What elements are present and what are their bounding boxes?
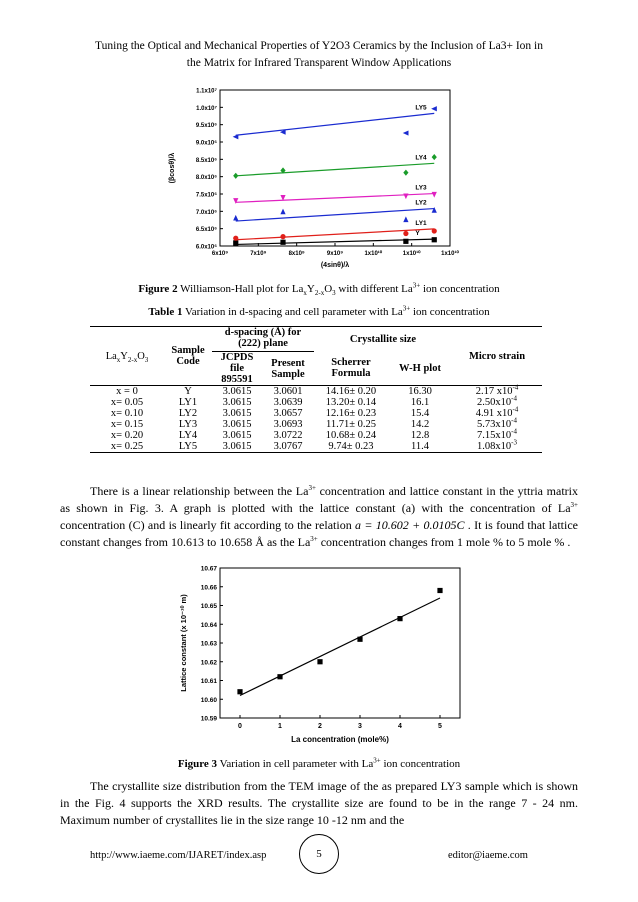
- cell-wh: 16.1: [410, 397, 430, 408]
- x-tick-label: 6x10⁹: [211, 251, 229, 257]
- cell-scherrer: 12.16± 0.23: [325, 408, 377, 419]
- figure-2-caption: [0, 281, 638, 298]
- table-1-label: Table 1: [148, 306, 183, 318]
- figure-2-text: Williamson-Hall plot for La: [180, 283, 304, 295]
- cell-sample-code: LY4: [178, 430, 198, 441]
- y-tick-label: 7.0x10⁶: [195, 209, 217, 216]
- figure-2-y: Y: [306, 283, 315, 295]
- cell-micro-strain: 2.17 $x10^{-4}$: [475, 383, 519, 397]
- cell-present: 3.0722: [273, 430, 303, 441]
- cell-scherrer: 9.74± 0.23: [328, 441, 374, 452]
- fit-line-ly5: [236, 113, 434, 135]
- x-tick-label: 1x10¹⁰: [441, 251, 459, 257]
- footer-email[interactable]: editor@iaeme.com: [448, 850, 528, 861]
- figure-2-sub-3: 3: [332, 289, 336, 298]
- williamson-hall-plot: [160, 84, 460, 274]
- figure-2-o: O: [324, 283, 333, 295]
- header-line-1: Tuning the Optical and Mechanical Properties of Y2O3 Ceramics by the Inclusion of La3+ Ion in: [95, 40, 543, 52]
- header-scherrer: Scherrer Formula: [331, 357, 371, 380]
- cell-sample-code: LY5: [178, 441, 198, 452]
- point-ly3: [432, 192, 437, 198]
- y-tick-label: 10.60: [200, 696, 217, 704]
- legend-label-ly2: LY2: [415, 199, 427, 207]
- x-axis-label: La concentration (mole%): [291, 735, 389, 744]
- point-ly3: [403, 193, 408, 199]
- cell-scherrer: 13.20± 0.14: [325, 397, 377, 408]
- y-tick-label: 10.67: [200, 565, 217, 573]
- footer-url[interactable]: http://www.iaeme.com/IJARET/index.asp: [90, 850, 267, 861]
- point-ly2: [403, 216, 408, 222]
- legend-label-y: Y: [415, 230, 420, 238]
- x-axis-label: (4sinθ)/λ: [320, 262, 350, 269]
- cell-micro-strain: 4.91 $x10^{-4}$: [475, 405, 519, 419]
- data-point: [277, 674, 282, 679]
- y-tick-label: 9.5x10⁶: [195, 123, 217, 130]
- legend-label-ly3: LY3: [415, 184, 427, 192]
- table-row: [90, 386, 542, 398]
- point-ly2: [280, 209, 285, 215]
- y-tick-label: 1.0x10⁷: [196, 105, 217, 112]
- point-ly1: [432, 228, 437, 233]
- cell-present: 3.0657: [273, 408, 303, 419]
- x-tick-label: 8x10⁹: [288, 251, 305, 257]
- cell-jcpds: 3.0615: [222, 386, 252, 397]
- figure-3-end: ion concentration: [383, 758, 461, 770]
- point-y: [432, 237, 437, 242]
- header-jcpds: JCPDS file 895591: [220, 352, 254, 385]
- y-tick-label: 10.59: [200, 715, 217, 723]
- fit-line: [240, 598, 440, 696]
- y-tick-label: 7.5x10⁶: [195, 192, 217, 199]
- point-ly4: [432, 154, 437, 160]
- legend-label-ly4: LY4: [415, 154, 427, 162]
- cell-sample-code: LY1: [178, 397, 198, 408]
- x-tick-label: 2: [318, 723, 322, 730]
- y-tick-label: 10.63: [200, 640, 217, 648]
- cell-micro-strain: $5.73x10^{-4}$: [477, 416, 517, 430]
- point-y: [403, 239, 408, 244]
- y-tick-label: 9.0x10⁶: [195, 140, 217, 147]
- y-tick-label: 8.0x10⁶: [195, 175, 217, 182]
- point-ly5: [403, 130, 409, 135]
- cell-jcpds: 3.0615: [222, 419, 252, 430]
- y-tick-label: 10.65: [200, 603, 217, 610]
- y-tick-label: 10.64: [200, 621, 217, 629]
- cell-composition: x= 0.05: [110, 397, 144, 408]
- cell-composition: x= 0.20: [110, 430, 144, 441]
- cell-jcpds: 3.0615: [222, 441, 252, 452]
- figure-2-sub-2x: 2-x: [314, 289, 325, 298]
- table-1-sup: 3+: [402, 304, 411, 313]
- table-1-caption: [0, 306, 638, 318]
- cell-composition: x= 0.10: [110, 408, 144, 419]
- header-d-spacing: d-spacing (Å) for (222) plane: [212, 327, 314, 352]
- cell-micro-strain: $2.50x10^{-4}$: [477, 394, 517, 408]
- plot-frame: [220, 568, 460, 718]
- legend-label-ly1: LY1: [415, 219, 427, 227]
- y-tick-label: 6.5x10⁶: [195, 227, 217, 234]
- x-tick-label: 1: [278, 723, 282, 730]
- point-ly4: [403, 170, 408, 176]
- x-tick-label: 7x10⁹: [250, 251, 267, 257]
- table-row: [90, 430, 542, 441]
- cell-sample-code: LY2: [178, 408, 198, 419]
- cell-present: 3.0767: [273, 441, 303, 452]
- y-axis-label: Lattice constant (x 10⁻¹⁰ m): [179, 594, 188, 692]
- cell-wh: 16.30: [408, 386, 432, 397]
- figure-2-sub-x: x: [303, 289, 307, 298]
- x-tick-label: 1x10¹⁰: [364, 251, 383, 257]
- legend-label-ly5: LY5: [415, 104, 427, 112]
- figure-2-sup: 3+: [412, 281, 421, 290]
- y-axis-label: (βcosθ)/λ: [169, 152, 176, 184]
- table-row: [90, 419, 542, 430]
- point-ly1: [280, 234, 285, 239]
- figure-3-caption: [0, 758, 638, 770]
- x-tick-label: 5: [438, 723, 442, 730]
- point-y: [233, 240, 238, 245]
- figure-2-label: Figure 2: [138, 283, 178, 295]
- point-y: [280, 240, 285, 245]
- x-tick-label: 1x10¹⁰: [402, 251, 421, 257]
- cell-present: 3.0693: [273, 419, 303, 430]
- table-row: [90, 397, 542, 408]
- cell-micro-strain: $7.15x10^{-4}$: [477, 427, 517, 441]
- x-tick-label: 4: [398, 723, 402, 730]
- cell-micro-strain: $1.08x10^{-3}$: [477, 438, 517, 452]
- data-point: [397, 616, 402, 621]
- x-tick-label: 9x10⁹: [326, 251, 344, 257]
- paragraph-1: There is a linear relationship between the $La^{3+}$ concentration and lattice constant in the yttria matrix as shown in Fig. 3. A graph is plotted with the lattice constant (a) with the concentration of $La^{3+}$ concentration (C) and is linearly fit according to the relation a = 10.602 + 0.0105C . It is found that lattice constant changes from 10.613 to 10.658 Å as the $La^{3+}$ concentration changes from 1 mole % to 5 mole % .: [60, 484, 579, 549]
- y-tick-label: 1.1x10⁷: [196, 88, 217, 95]
- table-row: [90, 408, 542, 419]
- header-composition: $La_xY_{2-x}O_3$: [105, 350, 149, 364]
- table-1-end: ion concentration: [413, 306, 490, 318]
- cell-wh: 12.8: [410, 430, 430, 441]
- cell-wh: 15.4: [410, 408, 430, 419]
- cell-wh: 11.4: [411, 441, 429, 452]
- y-tick-label: 6.0x10⁶: [195, 244, 217, 251]
- running-header: [60, 38, 578, 72]
- point-ly5: [233, 134, 239, 139]
- cell-present: 3.0601: [273, 386, 303, 397]
- figure-3-label: Figure 3: [177, 758, 218, 770]
- point-ly3: [233, 198, 238, 204]
- figure-2-tail: with different La: [338, 283, 413, 295]
- fit-line-ly2: [236, 209, 434, 221]
- point-ly1: [233, 236, 238, 241]
- cell-scherrer: 10.68± 0.24: [325, 430, 377, 441]
- cell-present: 3.0639: [273, 397, 303, 408]
- point-ly5: [431, 106, 437, 111]
- x-tick-label: 3: [358, 723, 362, 730]
- y-tick-label: 10.62: [200, 659, 217, 667]
- data-point: [437, 588, 442, 593]
- point-ly4: [233, 173, 238, 179]
- cell-composition: x= 0.15: [110, 419, 144, 430]
- paragraph-2: The crystallite size distribution from the TEM image of the as prepared LY3 sample which is shown in the Fig. 4 supports the XRD results. The crystallite size are found to be in the range 7 - 24 nm. Maximum number of crystallites lie in the size range 10 -12 nm and the: [60, 779, 578, 827]
- figure-2-end: ion concentration: [422, 283, 500, 295]
- data-point: [357, 637, 362, 642]
- header-wh-plot: W-H plot: [399, 362, 441, 374]
- figure-3-text: Variation in cell parameter with La: [219, 758, 374, 770]
- cell-sample-code: LY3: [178, 419, 198, 430]
- page-number: 5: [299, 834, 339, 874]
- lattice-constant-plot: [168, 562, 468, 747]
- header-line-2: the Matrix for Infrared Transparent Window Applications: [186, 57, 452, 69]
- y-tick-label: 10.66: [200, 584, 217, 592]
- figure-3-sup: 3+: [373, 756, 381, 765]
- header-present-sample: Present Sample: [271, 357, 305, 380]
- table-1-text: Variation in d-spacing and cell parameter with La: [185, 306, 403, 318]
- header-micro-strain: Micro strain: [468, 350, 526, 362]
- point-ly1: [403, 231, 408, 236]
- table-row: [90, 441, 542, 453]
- point-ly2: [432, 207, 437, 213]
- point-ly2: [233, 215, 238, 221]
- x-tick-label: 0: [238, 723, 242, 730]
- cell-scherrer: 11.71± 0.25: [326, 419, 376, 430]
- lattice-formula: a = 10.602 + 0.0105C: [355, 518, 465, 532]
- y-tick-label: 10.61: [200, 678, 217, 685]
- cell-wh: 14.2: [410, 419, 430, 430]
- cell-sample-code: Y: [184, 386, 192, 397]
- data-point: [317, 659, 322, 664]
- cell-composition: x= 0.25: [110, 441, 144, 452]
- cell-composition: x = 0: [116, 386, 138, 397]
- cell-scherrer: 14.16± 0.20: [325, 386, 377, 397]
- header-sample-code: Sample Code: [171, 345, 205, 367]
- cell-jcpds: 3.0615: [222, 430, 252, 441]
- y-tick-label: 8.5x10⁶: [195, 157, 217, 164]
- data-point: [237, 689, 242, 694]
- cell-jcpds: 3.0615: [222, 408, 252, 419]
- cell-jcpds: 3.0615: [222, 397, 252, 408]
- header-crystallite-size: Crystallite size: [349, 333, 417, 345]
- table-1: [90, 326, 542, 453]
